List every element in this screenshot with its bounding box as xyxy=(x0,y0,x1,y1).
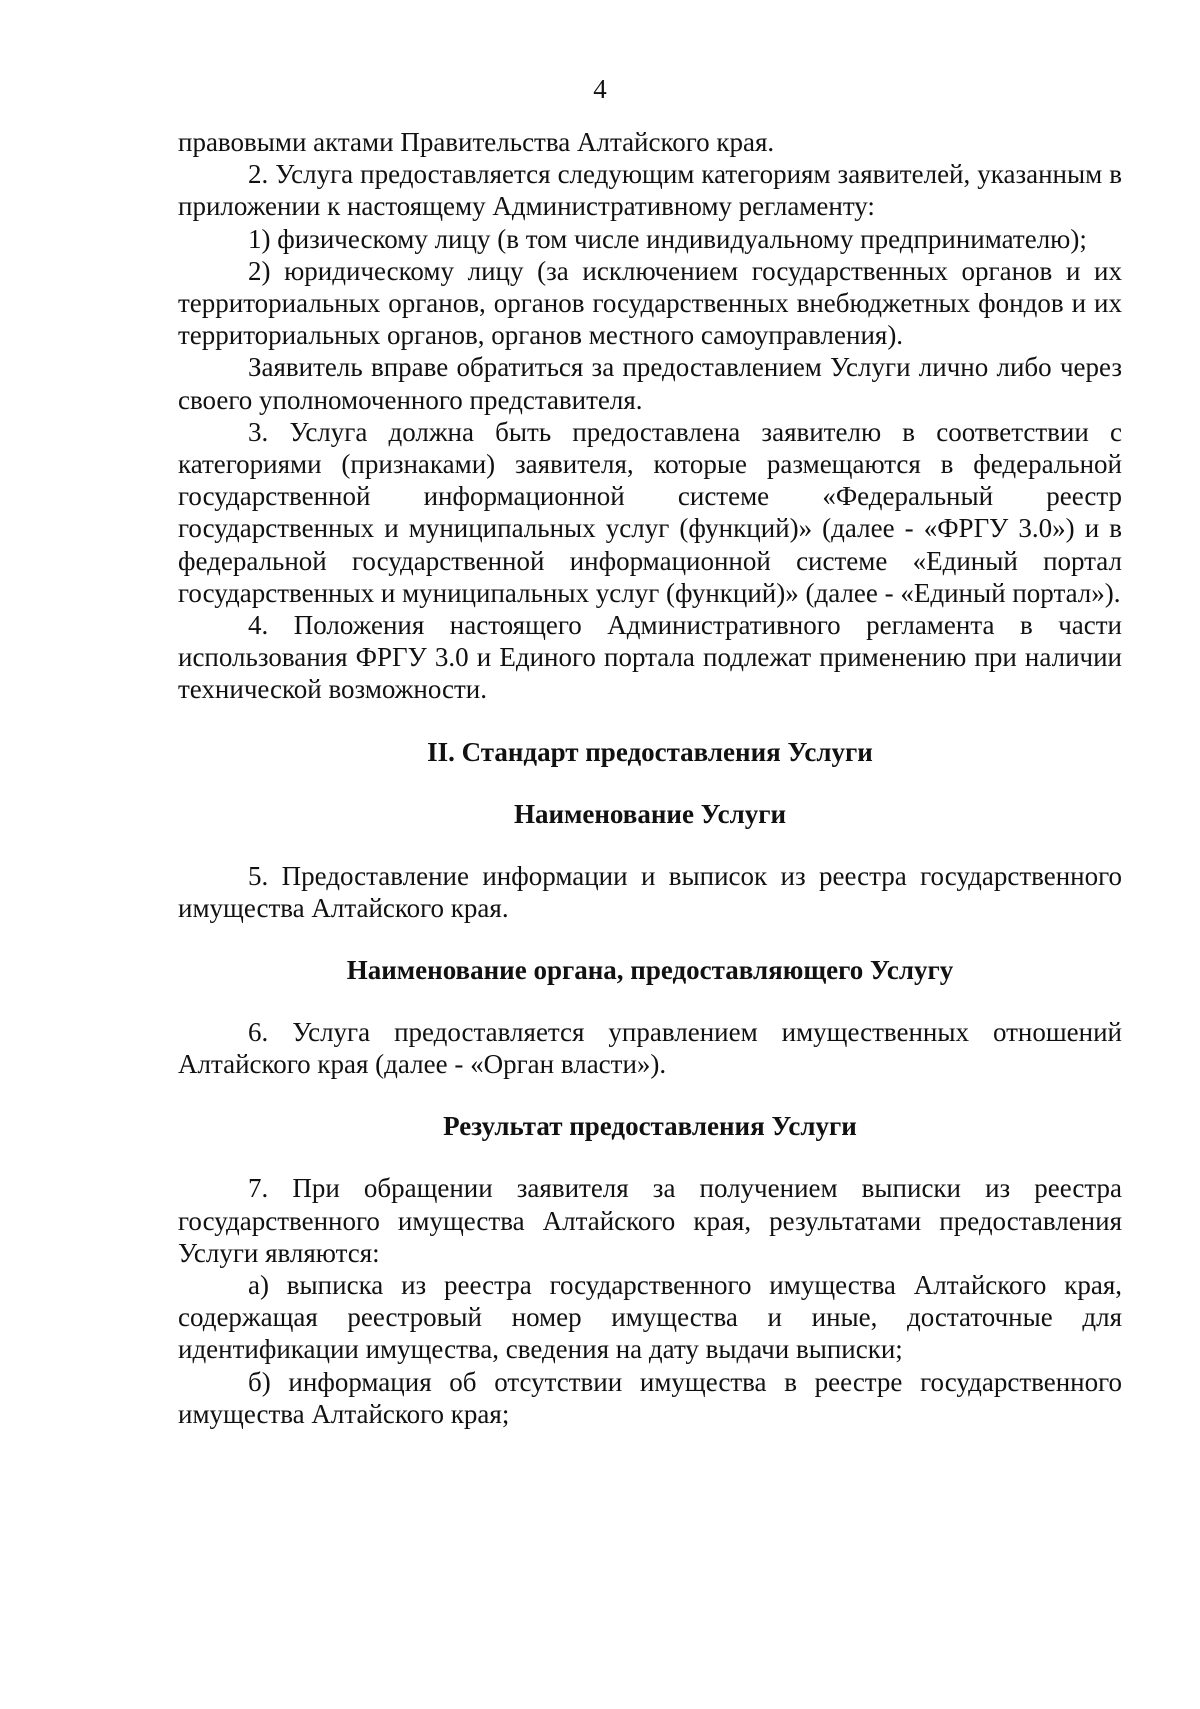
paragraph-7: 7. При обращении заявителя за получением выписки из реестра государственного имущества Алтайского края, результатами предоставления Услуги являются: xyxy=(178,1173,1122,1268)
page-number: 4 xyxy=(593,74,607,104)
paragraph-3: 3. Услуга должна быть предоставлена заявителю в соответствии с категориями (признаками) заявителя, которые размещаются в федеральной государственной информационной системе «Федеральный реестр государственных и муниципальных услуг (функций)» (далее - «ФРГУ 3.0») и в федеральной государственной информационной системе «Единый портал государственных и муниципальных услуг (функций)» (далее - «Единый портал»). xyxy=(178,416,1122,608)
paragraph-2-item-1: 1) физическому лицу (в том числе индивидуальному предпринимателю); xyxy=(248,223,1087,254)
paragraph-representative: Заявитель вправе обратиться за предоставлением Услуги лично либо через своего уполномоченного представителя. xyxy=(178,352,1122,415)
paragraph-7-item-b: б) информация об отсутствии имущества в реестре государственного имущества Алтайского края; xyxy=(178,1366,1122,1429)
paragraph-continuation: правовыми актами Правительства Алтайского края. xyxy=(178,127,775,157)
heading-service-name: Наименование Услуги xyxy=(513,798,787,829)
paragraph-4: 4. Положения настоящего Административного регламента в части использования ФРГУ 3.0 и Единого портала подлежат применению при наличии технической возможности. xyxy=(178,610,1122,705)
heading-service-result: Результат предоставления Услуги xyxy=(443,1111,857,1142)
paragraph-7-item-a: а) выписка из реестра государственного имущества Алтайского края, содержащая реестровый номер имущества и иные, достаточные для идентификации имущества, сведения на дату выдачи выписки; xyxy=(178,1270,1122,1365)
section-heading: II. Стандарт предоставления Услуги xyxy=(427,736,873,767)
paragraph-2-item-2: 2) юридическому лицу (за исключением государственных органов и их территориальных органов, органов государственных внебюджетных фондов и их территориальных органов, органов местного самоуправления). xyxy=(178,255,1122,351)
paragraph-6: 6. Услуга предоставляется управлением имущественных отношений Алтайского края (далее - «Орган власти»). xyxy=(178,1017,1122,1080)
paragraph-5: 5. Предоставление информации и выписок из реестра государственного имущества Алтайского края. xyxy=(178,860,1122,923)
paragraph-2: 2. Услуга предоставляется следующим категориям заявителей, указанным в приложении к настоящему Административному регламенту: xyxy=(178,159,1122,222)
document-body xyxy=(178,126,1122,1430)
heading-service-organ: Наименование органа, предоставляющего Услугу xyxy=(346,955,954,986)
